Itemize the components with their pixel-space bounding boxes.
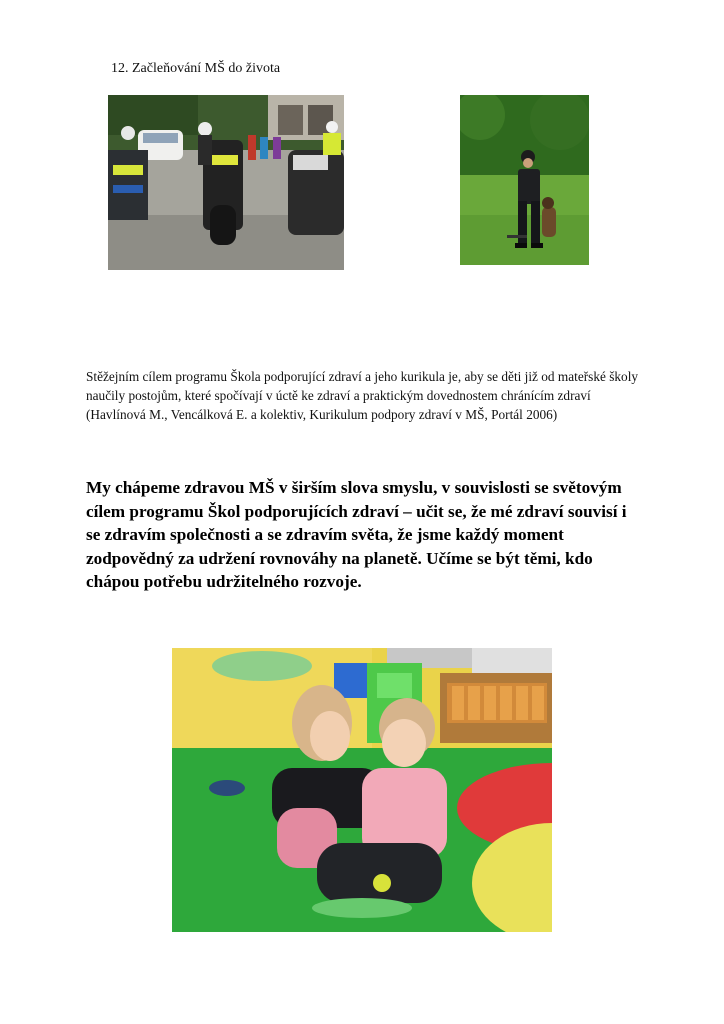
police-officer-with-dog-photo [460, 95, 589, 265]
bold-statement-paragraph: My chápeme zdravou MŠ v širším slova smyslu, v souvislosti se světovým cílem programu Škol podporujících zdraví – učit se, že mé zdraví souvisí i se zdravím společnosti a se zdravím světa, že jsme každý moment zodpovědný za udržení rovnováhy na planetě. Učíme se být těmi, kdo chápou potřebu udržitelného rozvoje. [86, 478, 627, 591]
body-paragraph: Stěžejním cílem programu Škola podporující zdraví a jeho kurikula je, aby se děti již od mateřské školy naučily postojům, které spočívají v úctě ke zdraví a praktickým dovednostem chránícím zdraví (Havlínová M., Vencálková E. a kolektiv, Kurikulum podpory zdraví v MŠ, Portál 2006) [86, 369, 639, 422]
section-heading: 12. Začleňování MŠ do života [111, 61, 281, 76]
children-hugging-photo [172, 648, 552, 932]
police-motorcycles-photo [108, 95, 344, 270]
